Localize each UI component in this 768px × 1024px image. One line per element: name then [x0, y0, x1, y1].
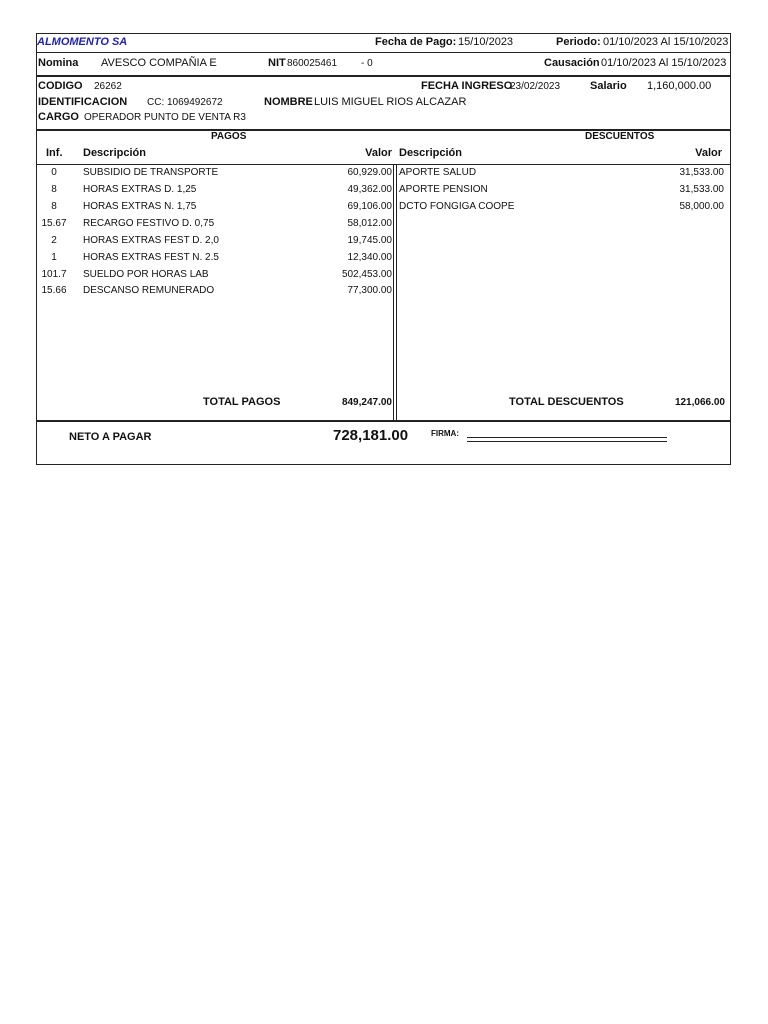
- table-row: [36, 168, 394, 185]
- descuentos-col-desc: Descripción: [399, 147, 462, 159]
- pagos-title: PAGOS: [211, 131, 247, 142]
- periodo: 01/10/2023 Al 15/10/2023: [603, 36, 729, 48]
- neto-value: 728,181.00: [333, 427, 409, 444]
- column-separator: [396, 164, 397, 420]
- causacion: 01/10/2023 Al 15/10/2023: [601, 57, 727, 69]
- total-descuentos-label: TOTAL DESCUENTOS: [509, 396, 624, 408]
- divider: [36, 164, 731, 165]
- pagos-col-inf: Inf.: [46, 147, 63, 159]
- identificacion: CC: 1069492672: [147, 97, 223, 108]
- neto-label: NETO A PAGAR: [69, 431, 152, 443]
- total-pagos: 849,247.00: [341, 397, 392, 408]
- pago-desc: DESCANSO REMUNERADO: [83, 285, 215, 296]
- descuento-valor: 31,533.00: [679, 184, 724, 195]
- fecha-ingreso-label: FECHA INGRESO: [421, 80, 513, 92]
- table-row: [36, 236, 394, 253]
- nombre: LUIS MIGUEL RIOS ALCAZAR: [314, 96, 467, 108]
- pagos-col-valor: Valor: [365, 147, 392, 159]
- divider: [36, 52, 731, 53]
- pago-inf: 8: [51, 201, 57, 212]
- descuento-desc: DCTO FONGIGA COOPE: [399, 201, 515, 212]
- pagos-col-desc: Descripción: [83, 147, 146, 159]
- table-row: [36, 202, 394, 219]
- nit-suffix: - 0: [361, 58, 373, 69]
- pago-valor: 77,300.00: [347, 285, 392, 296]
- cargo: OPERADOR PUNTO DE VENTA R3: [84, 112, 246, 123]
- pago-valor: 502,453.00: [341, 269, 392, 280]
- descuentos-col-valor: Valor: [695, 147, 722, 159]
- descuento-desc: APORTE PENSION: [399, 184, 488, 195]
- pago-desc: HORAS EXTRAS FEST D. 2,0: [83, 235, 219, 246]
- pago-desc: HORAS EXTRAS D. 1,25: [83, 184, 197, 195]
- firma-label: FIRMA:: [431, 429, 459, 438]
- table-row: [398, 168, 730, 185]
- salario-label: Salario: [590, 80, 627, 92]
- descuento-valor: 58,000.00: [679, 201, 724, 212]
- pago-inf: 2: [51, 235, 57, 246]
- company-name: ALMOMENTO SA: [37, 36, 128, 48]
- fecha-pago-label: Fecha de Pago:: [375, 36, 457, 48]
- pago-inf: 15.67: [41, 218, 67, 229]
- pago-valor: 69,106.00: [347, 201, 392, 212]
- pago-valor: 49,362.00: [347, 184, 392, 195]
- pago-valor: 60,929.00: [347, 167, 392, 178]
- pago-desc: SUELDO POR HORAS LAB: [83, 269, 209, 280]
- pago-inf: 0: [51, 167, 57, 178]
- nit: 860025461: [287, 58, 338, 69]
- codigo-label: CODIGO: [38, 80, 83, 92]
- identificacion-label: IDENTIFICACION: [38, 96, 128, 108]
- codigo: 26262: [94, 81, 122, 92]
- table-row: [36, 253, 394, 270]
- table-row: [36, 219, 394, 236]
- descuento-desc: APORTE SALUD: [399, 167, 477, 178]
- causacion-label: Causación: [544, 57, 600, 69]
- salario: 1,160,000.00: [647, 80, 712, 92]
- total-pagos-label: TOTAL PAGOS: [203, 396, 281, 408]
- divider: [36, 75, 731, 77]
- nomina: AVESCO COMPAÑIA E: [101, 57, 217, 69]
- nit-label: NIT: [268, 57, 286, 69]
- signature-line: [467, 437, 667, 442]
- pago-desc: HORAS EXTRAS FEST N. 2.5: [83, 252, 219, 263]
- periodo-label: Periodo:: [556, 36, 601, 48]
- table-row: [36, 185, 394, 202]
- fecha-pago: 15/10/2023: [458, 36, 514, 48]
- pago-valor: 12,340.00: [347, 252, 392, 263]
- table-row: [398, 202, 730, 219]
- divider: [36, 420, 731, 422]
- pago-desc: RECARGO FESTIVO D. 0,75: [83, 218, 215, 229]
- cargo-label: CARGO: [38, 111, 79, 123]
- pago-valor: 19,745.00: [347, 235, 392, 246]
- pago-inf: 101.7: [41, 269, 67, 280]
- table-row: [398, 185, 730, 202]
- nombre-label: NOMBRE: [264, 96, 313, 108]
- fecha-ingreso: 23/02/2023: [510, 81, 561, 92]
- pago-inf: 1: [51, 252, 57, 263]
- table-row: [36, 286, 394, 303]
- descuentos-title: DESCUENTOS: [585, 131, 655, 142]
- pago-desc: HORAS EXTRAS N. 1,75: [83, 201, 197, 212]
- pago-valor: 58,012.00: [347, 218, 392, 229]
- pago-desc: SUBSIDIO DE TRANSPORTE: [83, 167, 219, 178]
- descuento-valor: 31,533.00: [679, 167, 724, 178]
- pago-inf: 8: [51, 184, 57, 195]
- nomina-label: Nomina: [38, 57, 79, 69]
- pago-inf: 15.66: [41, 285, 67, 296]
- total-descuentos: 121,066.00: [674, 397, 725, 408]
